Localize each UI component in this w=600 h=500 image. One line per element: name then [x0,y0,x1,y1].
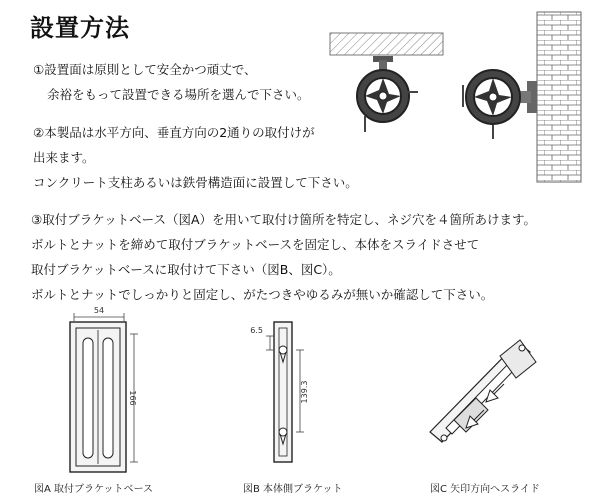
figure-a-caption: 図A 取付ブラケットベース [34,484,154,495]
section-1-line: ①設置面は原則として安全かつ頑丈で、 [33,62,257,77]
figure-a-height-label: 166 [128,390,137,406]
hose-reel-ceiling-icon [357,56,418,132]
figure-c-caption: 図C 矢印方向へスライド [430,484,540,495]
figure-b-height-label: 139.3 [300,380,309,404]
figure-b-body-bracket [266,322,304,462]
figure-a-width-label: 54 [93,306,105,315]
figure-c-slide-assembly [430,340,536,442]
brick-wall [537,12,581,182]
hose-reel-wall-icon [463,70,537,139]
ceiling-slab [330,33,443,55]
figure-a-bracket-base [70,313,138,472]
section-3-line: ボルトとナットを締めて取付ブラケットベースを固定し、本体をスライドさせて [31,237,480,252]
section-3-line: ③取付ブラケットベース（図A）を用いて取付け箇所を特定し、ネジ穴を４箇所あけます。 [31,212,537,227]
figure-b-offset-label: 6.5 [250,326,263,335]
section-2-line: ②本製品は水平方向、垂直方向の2通りの取付けが [33,125,315,140]
section-3-line: 取付ブラケットベースに取付けて下さい（図B、図C）。 [31,262,341,277]
section-2-line: 出来ます。 [33,150,95,165]
section-2-line: コンクリート支柱あるいは鉄骨構造面に設置して下さい。 [33,175,358,190]
page-title: 設置方法 [30,14,130,42]
section-1-line: 余裕をもって設置できる場所を選んで下さい。 [47,87,310,102]
section-3-line: ボルトとナットでしっかりと固定し、がたつきやゆるみが無いか確認して下さい。 [31,287,494,302]
figure-b-caption: 図B 本体側ブラケット [243,484,343,495]
